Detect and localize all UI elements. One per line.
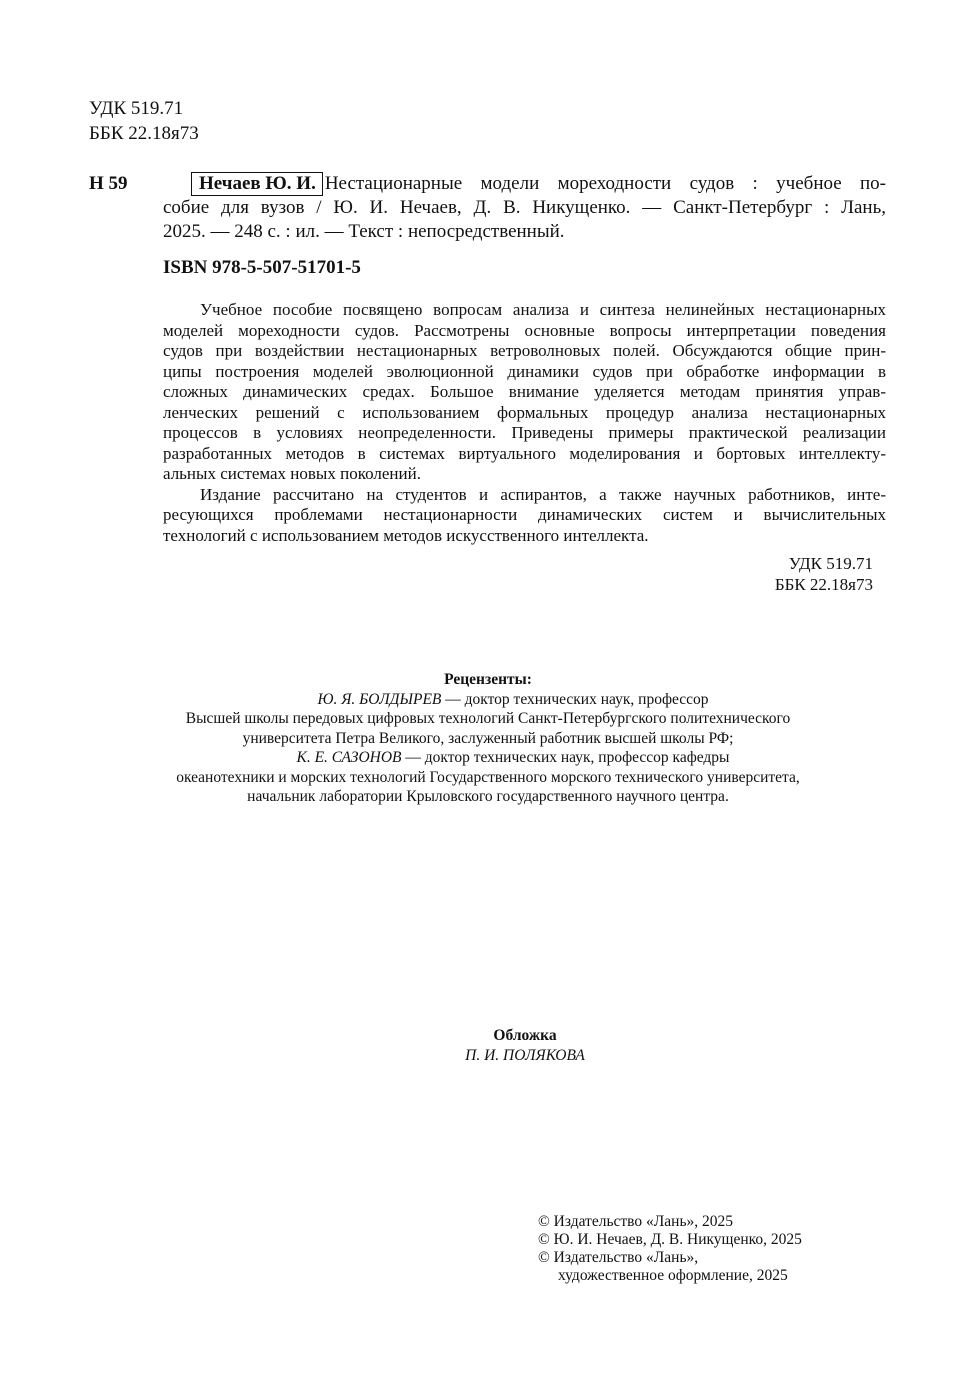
abstract-line: Учебное пособие посвящено вопросам анализа и синтеза нелинейных нестационарных <box>200 300 886 319</box>
bbk-code: ББК 22.18я73 <box>89 123 199 144</box>
copyright-line-2: © Ю. И. Нечаев, Д. В. Никущенко, 2025 <box>538 1231 802 1248</box>
reviewer-1-line-3: университета Петра Великого, заслуженный работник высшей школы РФ; <box>242 729 734 747</box>
reviewer-1-credentials: — доктор технических наук, профессор <box>441 690 709 708</box>
bbk-code-footer: ББК 22.18я73 <box>774 575 873 594</box>
abstract-line: моделей мореходности судов. Рассмотрены основные вопросы интерпретации поведения <box>163 320 886 340</box>
biblio-line-3: 2025. — 248 с. : ил. — Текст : непосредственный. <box>163 221 565 242</box>
abstract-line: ципы построения моделей эволюционной динамики судов при обработке информации в <box>163 361 886 381</box>
title-text: Нестационарные модели мореходности судов : учебное по- <box>324 173 886 194</box>
abstract-line: разработанных методов в системах виртуального моделирования и бортовых интеллекту- <box>163 443 886 463</box>
abstract-line: технологий с использованием методов искусственного интеллекта. <box>163 525 649 545</box>
abstract-line: сложных динамических средах. Большое внимание уделяется методам принятия управ- <box>163 382 886 401</box>
reviewer-2-credentials: — доктор технических наук, профессор кафедры <box>401 749 730 766</box>
abstract-line: Издание рассчитано на студентов и аспирантов, а также научных работников, инте- <box>200 484 886 504</box>
isbn: ISBN 978-5-507-51701-5 <box>163 257 361 278</box>
abstract-line: ресующихся проблемами нестационарности динамических систем и вычислительных <box>163 505 886 524</box>
bibliographic-record <box>163 172 886 244</box>
abstract-line: альных системах новых поколений. <box>163 464 421 483</box>
biblio-line-1 <box>163 172 886 196</box>
reviewers-block <box>0 670 976 807</box>
abstract-paragraph-2 <box>163 485 886 547</box>
udk-code: УДК 519.71 <box>89 98 184 119</box>
copyright-line-1: © Издательство «Лань», 2025 <box>538 1213 734 1230</box>
cover-artist: П. И. ПОЛЯКОВА <box>465 1046 585 1064</box>
cover-credit <box>0 1026 976 1065</box>
author-heading: Нечаев Ю. И. <box>191 172 323 196</box>
copyright-line-3-cont: художественное оформление, 2025 <box>558 1267 788 1284</box>
copyright-block <box>538 1213 802 1285</box>
udk-header <box>89 96 199 146</box>
reviewer-1-name: Ю. Я. БОЛДЫРЕВ <box>317 690 442 708</box>
author-mark: Н 59 <box>89 173 128 194</box>
reviewer-2-name: К. Е. САЗОНОВ <box>296 749 402 766</box>
udk-footer <box>700 553 873 595</box>
abstract-line: ленческих решений с использованием формальных процедур анализа нестационарных <box>163 402 886 422</box>
abstract <box>163 300 886 546</box>
reviewer-1-line-1 <box>0 690 976 710</box>
reviewer-2-line-1 <box>0 748 976 768</box>
reviewers-title: Рецензенты: <box>444 671 532 688</box>
copyright-line-3: © Издательство «Лань», <box>538 1249 699 1266</box>
abstract-line: судов при воздействии нестационарных ветроволновых полей. Обсуждаются общие прин- <box>163 341 886 360</box>
reviewer-2-line-2: океанотехники и морских технологий Государственного морского технического университета, <box>176 768 800 786</box>
abstract-line: процессов в условиях неопределенности. Приведены примеры практической реализации <box>163 423 886 442</box>
biblio-line-2: собие для вузов / Ю. И. Нечаев, Д. В. Никущенко. — Санкт-Петербург : Лань, <box>163 197 886 218</box>
udk-code-footer: УДК 519.71 <box>788 554 873 573</box>
cover-title: Обложка <box>493 1027 557 1044</box>
reviewer-1-line-2: Высшей школы передовых цифровых технологий Санкт-Петербургского политехнического <box>185 710 791 727</box>
abstract-paragraph-1 <box>163 300 886 485</box>
reviewer-2-line-3: начальник лаборатории Крыловского государственного научного центра. <box>247 788 729 805</box>
